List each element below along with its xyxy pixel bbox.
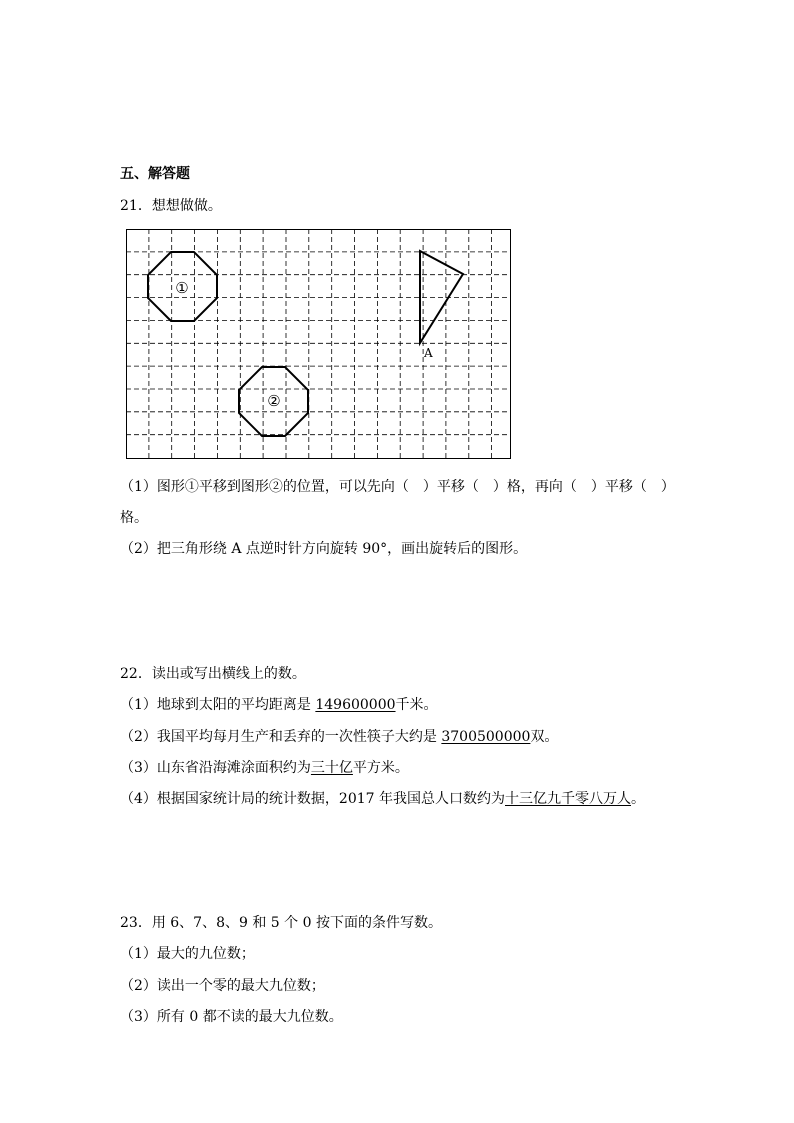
triangle-shape — [420, 251, 463, 343]
question-23-item-2: （2）读出一个零的最大九位数； — [120, 978, 325, 994]
q22-i2-text: （2）我国平均每月生产和丢弃的一次性筷子大约是 — [120, 729, 442, 745]
q22-i3-number: 三十亿 — [310, 760, 353, 776]
grid-figure — [126, 229, 511, 463]
grid-svg — [126, 229, 511, 459]
q21-p1-rest: 的位置，可以先向（ ）平移（ ）格，再向（ ）平移（ ） — [282, 479, 675, 495]
question-23-item-3: （3）所有 0 都不读的最大九位数。 — [120, 1009, 343, 1025]
question-22-item-1 — [120, 696, 438, 714]
q21-p1-circle-2: ② — [268, 479, 283, 495]
q22-i4-text: （4）根据国家统计局的统计数据，2017 年我国总人口数约为 — [120, 791, 505, 807]
q22-i2-unit: 双。 — [530, 729, 559, 745]
q22-i1-unit: 千米。 — [395, 697, 438, 713]
question-22-item-2 — [120, 728, 558, 746]
q21-p1-middle: 平移到图形 — [198, 479, 269, 495]
question-21-part-1 — [120, 478, 675, 496]
q22-i4-number: 十三亿九千零八万人 — [505, 791, 631, 807]
q22-i4-end: 。 — [631, 791, 645, 807]
q21-p1-prefix: （1）图形 — [120, 479, 185, 495]
q22-i1-text: （1）地球到太阳的平均距离是 — [120, 697, 316, 713]
q22-i2-number: 3700500000 — [441, 729, 531, 745]
question-21-part-1-tail: 格。 — [120, 510, 148, 526]
shape-2-label: ② — [267, 392, 281, 410]
question-21-stem: 21．想想做做。 — [120, 198, 222, 214]
q22-i3-text: （3）山东省沿海滩涂面积约为 — [120, 760, 311, 776]
shape-1-label: ① — [175, 279, 189, 297]
q22-i1-number: 149600000 — [315, 697, 396, 713]
question-23-stem: 23．用 6、7、8、9 和 5 个 0 按下面的条件写数。 — [120, 915, 442, 931]
point-a-label: A — [424, 346, 433, 360]
grid-border — [127, 230, 511, 459]
q21-p1-circle-1: ① — [184, 479, 199, 495]
question-22-item-3 — [120, 759, 409, 777]
section-title: 五、解答题 — [120, 166, 190, 182]
question-22-stem: 22．读出或写出横线上的数。 — [120, 666, 306, 682]
question-23-item-1: （1）最大的九位数； — [120, 946, 255, 962]
q22-i3-unit: 平方米。 — [352, 760, 409, 776]
question-22-item-4 — [120, 790, 645, 808]
question-21-part-2: （2）把三角形绕 A 点逆时针方向旋转 90°，画出旋转后的图形。 — [120, 541, 528, 557]
